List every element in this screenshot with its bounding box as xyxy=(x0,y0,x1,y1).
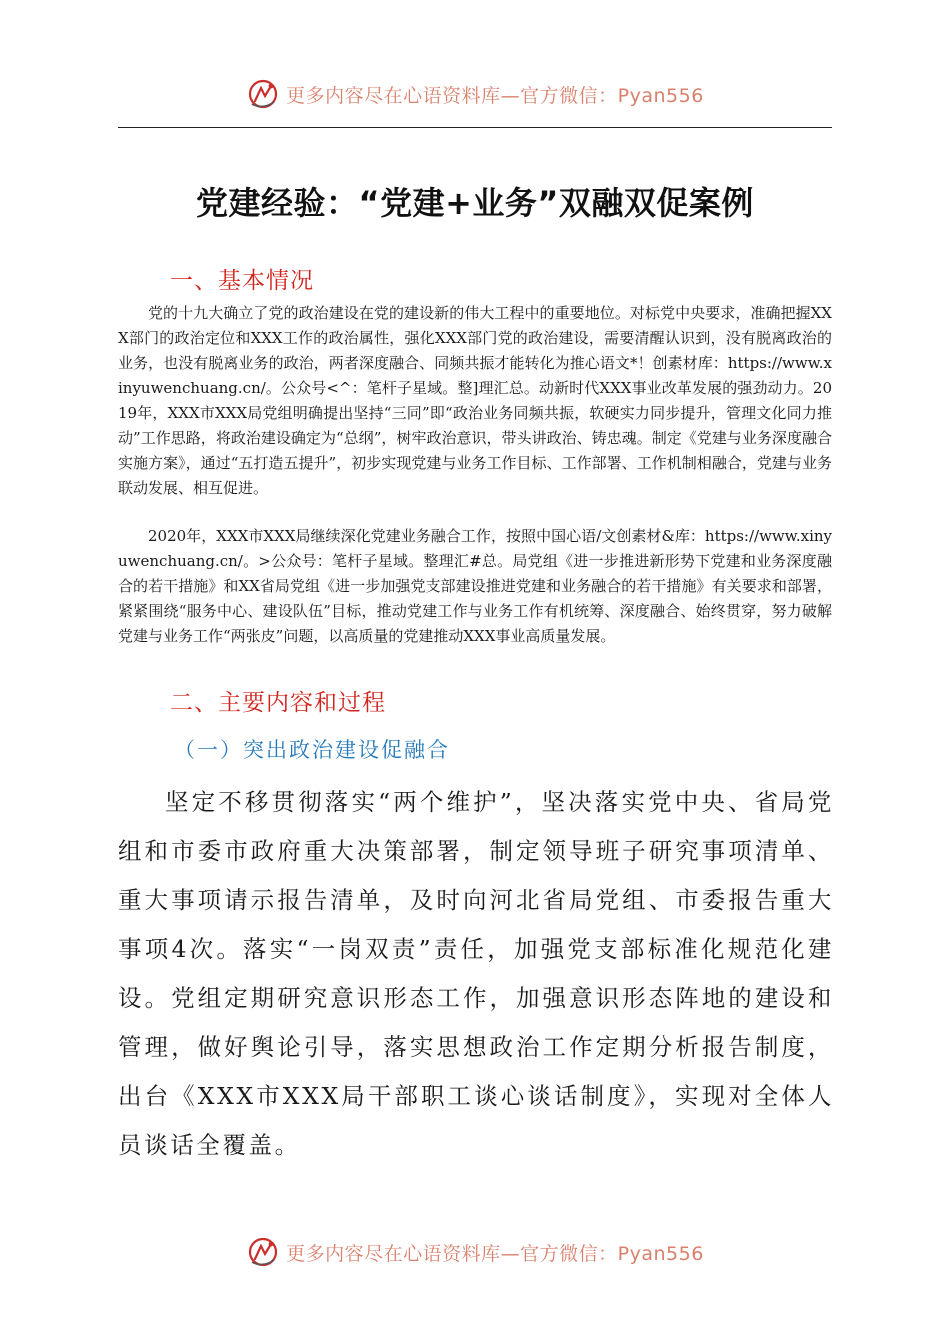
subsection-heading-political: （一）突出政治建设促融合 xyxy=(174,738,450,762)
section-heading-content: 二、主要内容和过程 xyxy=(170,690,386,716)
header-divider xyxy=(118,127,832,128)
watermark-text: 更多内容尽在心语资料库—官方微信：Pyan556 xyxy=(286,1242,704,1265)
brand-logo-icon xyxy=(246,77,280,111)
brand-logo-icon xyxy=(246,1235,280,1269)
header-watermark-banner xyxy=(0,74,950,114)
section-heading-basic: 一、基本情况 xyxy=(170,268,314,294)
footer-watermark-banner xyxy=(0,1232,950,1272)
paragraph-basic-2: 2020年，XXX市XXX局继续深化党建业务融合工作，按照中国心语/文创素材&库：https://www.xinyuwenchuang.cn/。>公众号：笔杆子星域。整理汇#总。局党组《进一步推进新形势下党建和业务深度融合的若干措施》和XX省局党组《进一步加强党支部建设推进党建和业务融合的若干措施》有关要求和部署，紧紧围绕“服务中心、建设队伍”目标，推动党建工作与业务工作有机统筹、深度融合、始终贯穿，努力破解党建与业务工作“两张皮”问题，以高质量的党建推动XXX事业高质量发展。 xyxy=(118,527,832,645)
paragraph-political: 坚定不移贯彻落实“两个维护”，坚决落实党中央、省局党组和市委市政府重大决策部署，制定领导班子研究事项清单、重大事项请示报告清单，及时向河北省局党组、市委报告重大事项4次。落实“一岗双责”责任，加强党支部标准化规范化建设。党组定期研究意识形态工作，加强意识形态阵地的建设和管理，做好舆论引导，落实思想政治工作定期分析报告制度，出台《XXX市XXX局干部职工谈心谈话制度》，实现对全体人员谈话全覆盖。 xyxy=(118,788,834,1159)
watermark-text: 更多内容尽在心语资料库—官方微信：Pyan556 xyxy=(286,84,704,107)
paragraph-basic-1: 党的十九大确立了党的政治建设在党的建设新的伟大工程中的重要地位。对标党中央要求，准确把握XXX部门的政治定位和XXX工作的政治属性，强化XXX部门党的政治建设，需要清醒认识到，没有脱离政治的业务，也没有脱离业务的政治，两者深度融合、同频共振才能转化为推心语文*！创素材库：https://www.xinyuwenchuang.cn/。公众号<^：笔杆子星域。整]理汇总。动新时代XXX事业改革发展的强劲动力。2019年，XXX市XXX局党组明确提出坚持“三同”即“政治业务同频共振，软硬实力同步提升，管理文化同力推动”工作思路，将政治建设确定为“总纲”，树牢政治意识，带头讲政治、铸忠魂。制定《党建与业务深度融合实施方案》，通过“五打造五提升”，初步实现党建与业务工作目标、工作部署、工作机制相融合，党建与业务联动发展、相互促进。 xyxy=(118,304,832,497)
document-title: 党建经验：“党建+业务”双融双促案例 xyxy=(196,184,754,222)
